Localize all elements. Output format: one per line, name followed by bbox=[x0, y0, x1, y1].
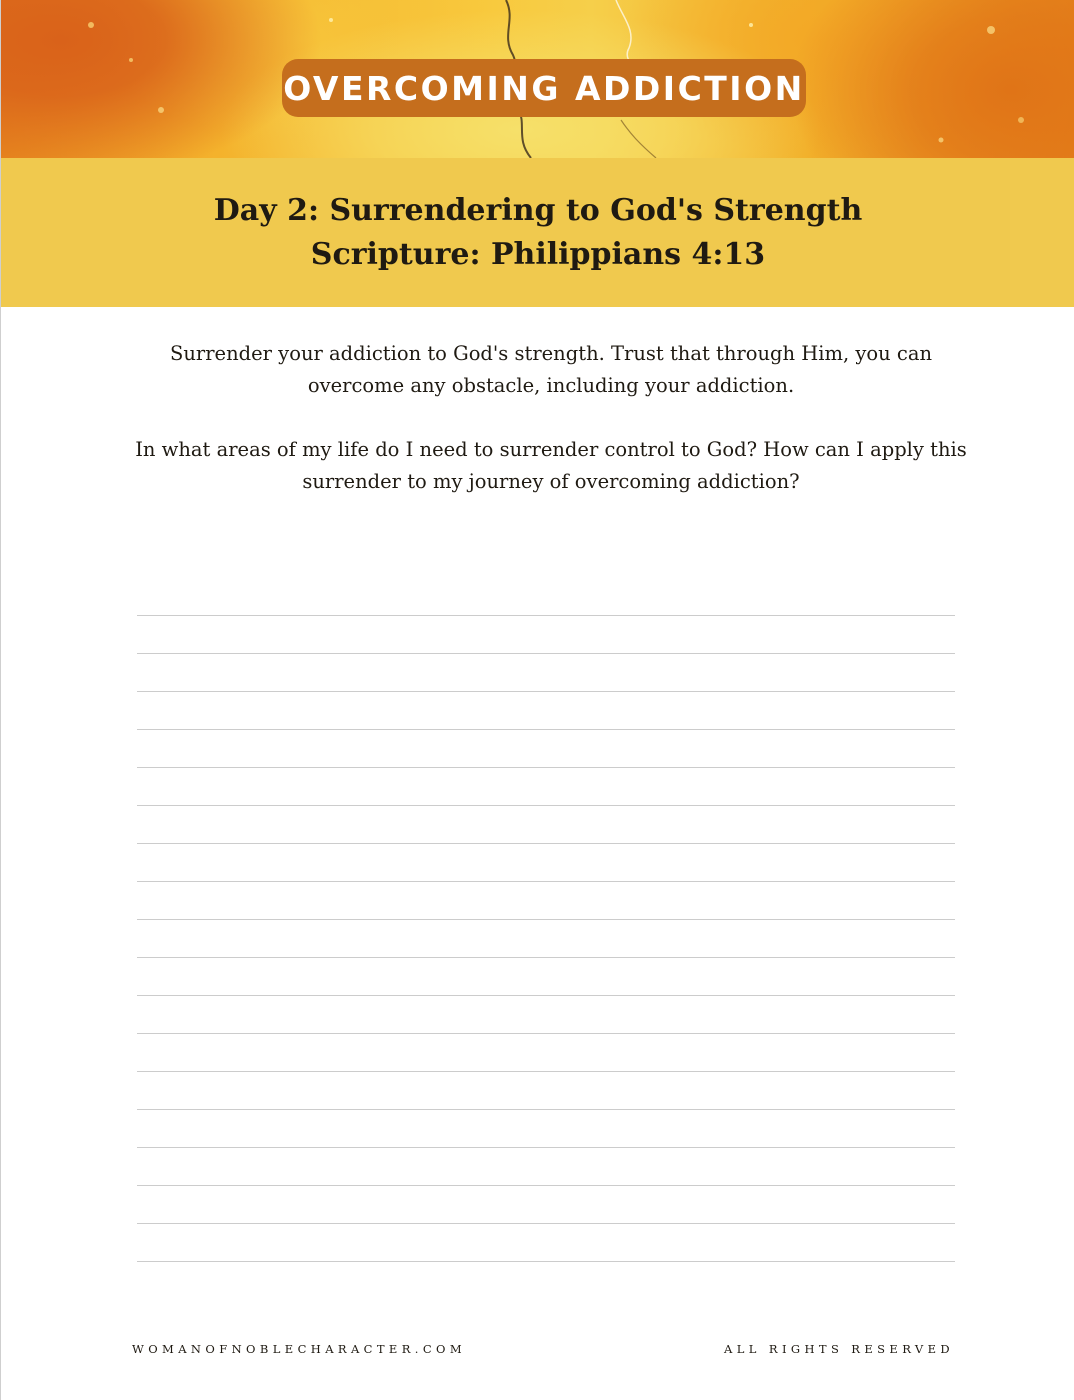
writing-line bbox=[137, 843, 955, 844]
heading-band bbox=[1, 158, 1074, 307]
writing-line bbox=[137, 1147, 955, 1148]
writing-line bbox=[137, 691, 955, 692]
writing-line bbox=[137, 653, 955, 654]
writing-line bbox=[137, 1185, 955, 1186]
writing-line bbox=[137, 919, 955, 920]
banner-title: OVERCOMING ADDICTION bbox=[283, 68, 805, 108]
writing-line bbox=[137, 615, 955, 616]
footer-rights: ALL RIGHTS RESERVED bbox=[724, 1342, 954, 1356]
journal-question: In what areas of my life do I need to surrender control to God? How can I apply this surrender to my journey of overcoming addiction? bbox=[135, 438, 967, 493]
writing-line bbox=[137, 995, 955, 996]
banner-watercolor-header bbox=[1, 0, 1074, 158]
footer-website: WOMANOFNOBLECHARACTER.COM bbox=[132, 1342, 467, 1356]
writing-line bbox=[137, 729, 955, 730]
writing-line bbox=[137, 957, 955, 958]
reflection-text: Surrender your addiction to God's strength. Trust that through Him, you can overcome any obstacle, including your addiction. bbox=[169, 342, 933, 397]
scripture-reference: Scripture: Philippians 4:13 bbox=[310, 236, 766, 272]
writing-line bbox=[137, 1223, 955, 1224]
writing-line bbox=[137, 881, 955, 882]
writing-line bbox=[137, 1261, 955, 1262]
writing-line bbox=[137, 1071, 955, 1072]
day-title: Day 2: Surrendering to God's Strength bbox=[213, 192, 863, 228]
writing-line bbox=[137, 767, 955, 768]
banner-title-pill bbox=[282, 59, 806, 117]
writing-line bbox=[137, 805, 955, 806]
writing-line bbox=[137, 1109, 955, 1110]
writing-line bbox=[137, 1033, 955, 1034]
